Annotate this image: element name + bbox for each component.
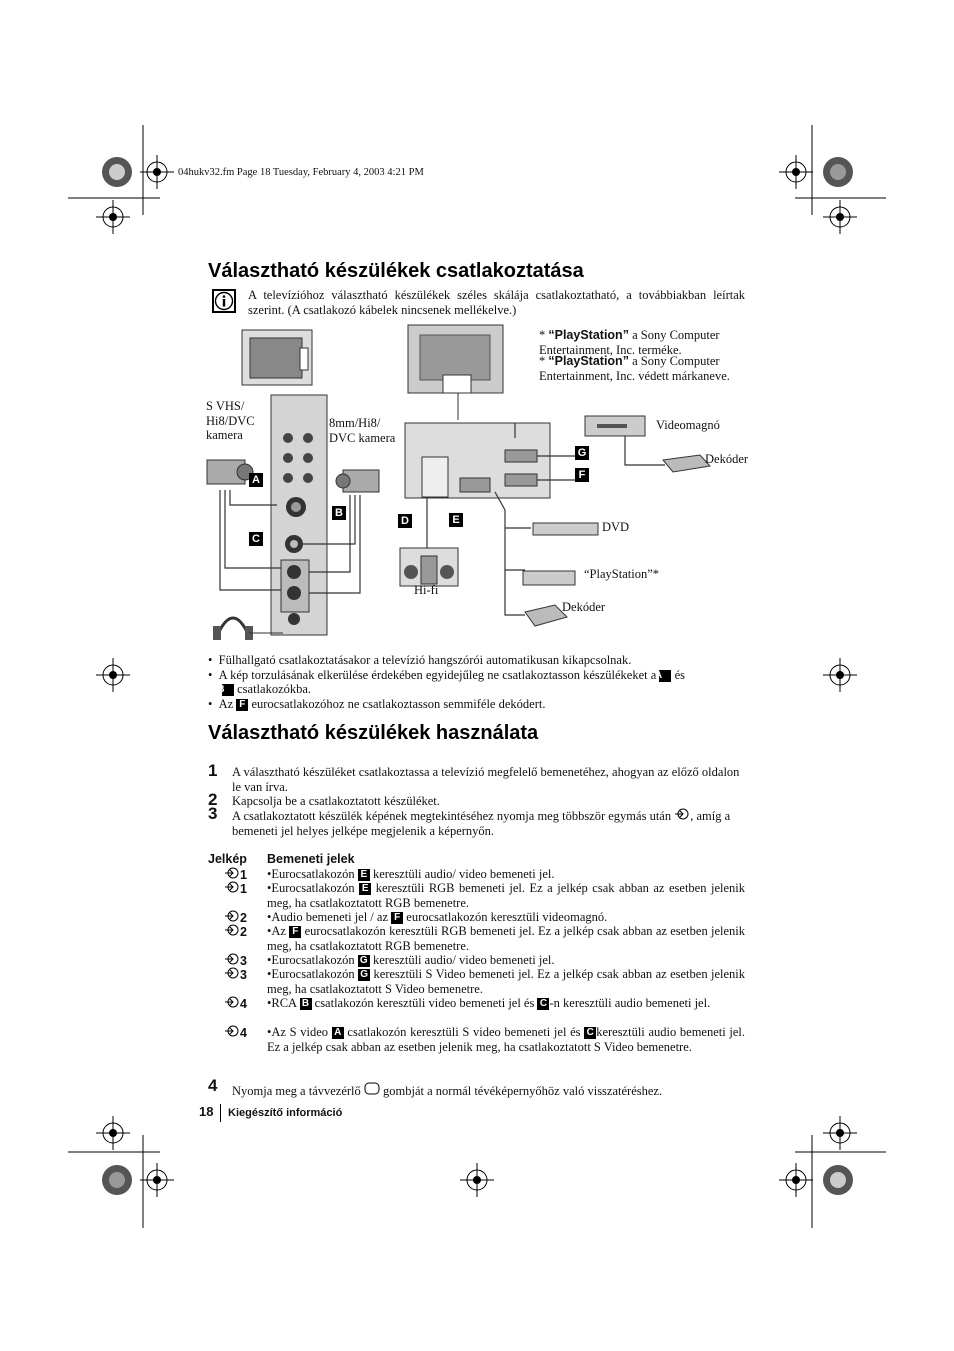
input-symbol-icon [224, 924, 240, 936]
table-header-input: Bemeneti jelek [267, 852, 355, 866]
footer-section: Kiegészítő információ [228, 1107, 343, 1119]
connector-tag: F [289, 926, 301, 938]
step-text: Kapcsolja be a csatlakoztatott készüléket. [232, 794, 440, 808]
step-number: 4 [208, 1076, 218, 1095]
connector-tag-g: G [575, 446, 589, 460]
row-text: eurocsatlakozón keresztüli RGB bemeneti jel. Ez a jelkép csak abban az esetben jelenik meg, ha csatlakoztatott RGB bemenetre. [267, 924, 746, 953]
symbol-cell [207, 1025, 247, 1040]
table-row [267, 924, 745, 953]
input-symbol-icon [224, 910, 240, 922]
symbol-number: 4 [240, 1026, 247, 1040]
playstation-note-1: * “PlayStation” a Sony Computer Entertainment, Inc. terméke. [539, 328, 720, 357]
table-row [267, 867, 745, 882]
input-symbol-icon [224, 881, 240, 893]
table-row [267, 967, 745, 996]
symbol-number: 3 [240, 954, 247, 968]
label-playstation: “PlayStation”* [584, 567, 659, 581]
symbol-cell [207, 953, 247, 968]
camcorder-left [207, 460, 253, 484]
connector-tag-f: F [575, 468, 589, 482]
step-number: 1 [208, 761, 218, 780]
symbol-cell [207, 867, 247, 882]
connector-tag: A [332, 1027, 344, 1039]
connector-tag: C [584, 1027, 596, 1039]
symbol-cell [207, 881, 247, 896]
row-text: •Az [267, 924, 286, 938]
playstation-device [523, 571, 575, 585]
row-text: keresztüli audio bemeneti jel. Ez a jelkép csak abban az esetben jelenik meg, ha csatlakoztatott S Video bemenetre. [267, 1025, 746, 1054]
step-text: A csatlakoztatott készülék képének megtekintéséhez nyomja meg többször egymás után , amíg a bemeneti jel helyes jelképe megjelenik a képernyőn. [232, 809, 731, 838]
symbol-cell [207, 996, 247, 1011]
row-text: •Eurocsatlakozón [267, 881, 355, 895]
step-text: Nyomja meg a távvezérlő gombját a normál tévéképernyőhöz való visszatéréshez. [232, 1084, 663, 1098]
table-row [267, 953, 745, 968]
section-title-usage: Választható készülékek használata [208, 722, 539, 744]
connector-tag: F [391, 912, 403, 924]
connector-tag: G [358, 969, 370, 981]
decoder-device-1 [663, 455, 710, 472]
row-text: •RCA [267, 996, 297, 1010]
tv-front-illustration [242, 330, 312, 385]
input-symbol-icon [224, 996, 240, 1008]
decoder-device-2 [525, 605, 567, 626]
symbol-number: 1 [240, 882, 247, 896]
hifi-device [400, 548, 458, 586]
symbol-number: 4 [240, 997, 247, 1011]
row-text: •Eurocsatlakozón [267, 867, 355, 881]
step-number: 2 [208, 790, 218, 809]
connector-tag: G [358, 955, 370, 967]
notes-list [208, 653, 748, 711]
symbol-number: 2 [240, 925, 247, 939]
input-symbol-icon [224, 953, 240, 965]
connector-tag-e: E [449, 513, 463, 527]
symbol-number: 2 [240, 911, 247, 925]
camcorder-right [336, 470, 379, 492]
row-text: keresztüli S Video bemeneti jel. Ez a jelkép csak abban az esetben jelenik meg, ha csatlakoztatott S Video bemenetre. [267, 967, 746, 996]
table-row [267, 910, 745, 925]
connector-tag-b: B [332, 506, 346, 520]
table-row [267, 996, 745, 1011]
label-dvd: DVD [602, 520, 630, 534]
connector-tag: E [358, 869, 370, 881]
table-row [267, 881, 745, 910]
row-text: •Eurocsatlakozón [267, 967, 355, 981]
label-svhs-camera: S VHS/ Hi8/DVC kamera [206, 399, 255, 442]
input-symbol-icon [224, 867, 240, 879]
label-decoder-2: Dekóder [562, 600, 606, 614]
symbol-cell [207, 910, 247, 925]
connector-tag: E [359, 883, 371, 895]
dvd-device [533, 523, 598, 535]
connector-tag: B [300, 998, 312, 1010]
symbol-cell [207, 924, 247, 939]
vcr-device [585, 416, 645, 436]
note-item: • Az F eurocsatlakozóhoz ne csatlakoztasson semmiféle dekódert. [208, 696, 546, 711]
step-text: A választható készüléket csatlakoztassa a televízió megfelelő bemenetéhez, ahogyan az előző oldalon le van írva. [232, 765, 740, 794]
label-vcr: Videomagnó [656, 418, 720, 432]
connector-tag: C [537, 998, 549, 1010]
tv-button-icon [364, 1082, 380, 1095]
input-select-icon [674, 808, 690, 820]
label-hifi: Hi-fi [414, 583, 439, 597]
label-8mm-camera: 8mm/Hi8/ DVC kamera [329, 416, 396, 445]
symbol-cell [207, 967, 247, 982]
tv-rear-illustration [405, 325, 550, 498]
row-text: -n keresztüli audio bemeneti jel. [549, 996, 711, 1010]
footer-divider [220, 1104, 221, 1122]
note-item: • A kép torzulásának elkerülése érdekében egyidejűleg ne csatlakoztasson készülékeket a A és B csatlakozókba. [208, 667, 685, 696]
side-panel [271, 395, 327, 635]
table-header-symbol: Jelkép [208, 852, 247, 866]
row-text: eurocsatlakozón keresztüli videomagnó. [406, 910, 608, 924]
note-item: • Fülhallgató csatlakoztatásakor a televízió hangszórói automatikusan kikapcsolnak. [208, 653, 632, 667]
row-text: keresztüli audio/ video bemeneti jel. [372, 953, 555, 967]
input-symbol-icon [224, 967, 240, 979]
symbol-number: 3 [240, 968, 247, 982]
playstation-note-2: * “PlayStation” a Sony Computer Entertainment, Inc. védett márkaneve. [539, 354, 730, 383]
table-row [267, 1025, 745, 1054]
row-text: •Az S video [267, 1025, 329, 1039]
row-text: csatlakozón keresztüli S video bemeneti jel és [347, 1025, 581, 1039]
file-info-header: 04hukv32.fm Page 18 Tuesday, February 4, 2003 4:21 PM [178, 167, 424, 178]
step-number: 3 [208, 804, 218, 823]
symbol-number: 1 [240, 868, 247, 882]
info-text: A televízióhoz választható készülékek széles skálája csatlakoztatható, a továbbiakban leírtak szerint. (A csatlakozó kábelek nincsenek mellékelve.) [248, 288, 745, 317]
connector-tag-c: C [249, 532, 263, 546]
section-title-connect: Választható készülékek csatlakoztatása [208, 260, 584, 282]
row-text: •Eurocsatlakozón [267, 953, 355, 967]
row-text: csatlakozón keresztüli video bemeneti jel és [314, 996, 535, 1010]
row-text: keresztüli audio/ video bemeneti jel. [372, 867, 555, 881]
page-number: 18 [199, 1104, 214, 1119]
connection-diagram [195, 320, 755, 650]
row-text: keresztüli RGB bemeneti jel. Ez a jelkép csak abban az esetben jelenik meg, ha csatlakoztatott RGB bemenetre. [267, 881, 745, 910]
connector-tag-a: A [249, 473, 263, 487]
row-text: •Audio bemeneti jel / az [267, 910, 389, 924]
connector-tag-d: D [398, 514, 412, 528]
input-symbol-icon [224, 1025, 240, 1037]
info-icon [212, 289, 236, 313]
label-decoder-1: Dekóder [705, 452, 749, 466]
